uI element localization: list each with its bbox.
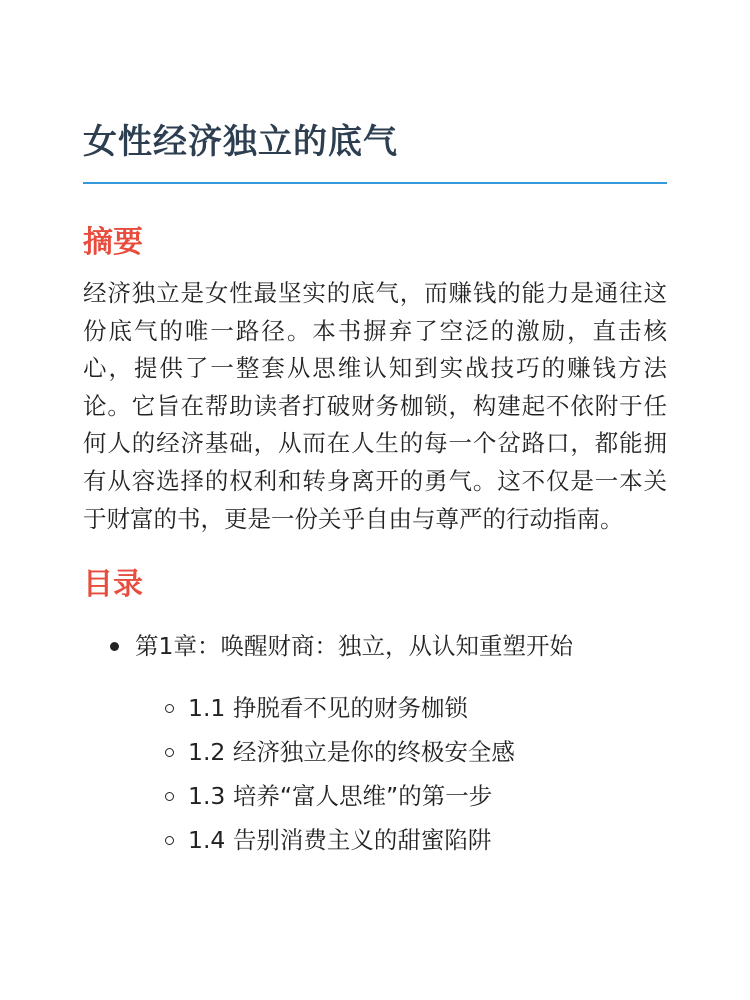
abstract-heading: 摘要 [83, 225, 143, 260]
toc-section-label: 1.4 告别消费主义的甜蜜陷阱 [188, 826, 492, 855]
document-title: 女性经济独立的底气 [83, 122, 398, 162]
title-divider [83, 182, 667, 184]
abstract-text: 经济独立是女性最坚实的底气，而赚钱的能力是通往这份底气的唯一路径。本书摒弃了空泛的激励，直击核心，提供了一整套从思维认知到实战技巧的赚钱方法论。它旨在帮助读者打破财务枷锁，构建起不依附于任何人的经济基础，从而在人生的每一个岔路口，都能拥有从容选择的权利和转身离开的勇气。这不仅是一本关于财富的书，更是一份关乎自由与尊严的行动指南。 [83, 279, 667, 533]
bullet-circle-icon [165, 792, 174, 801]
bullet-circle-icon [165, 836, 174, 845]
toc-section-item [135, 778, 667, 822]
toc-section-list [135, 690, 667, 866]
toc-section-item [135, 822, 667, 866]
toc-section-item [135, 690, 667, 734]
toc-chapter-item [83, 628, 667, 866]
toc-heading: 目录 [83, 567, 143, 603]
toc-section-item [135, 734, 667, 778]
toc-section-label: 1.3 培养“富人思维”的第一步 [188, 782, 493, 811]
bullet-circle-icon [165, 704, 174, 713]
toc-chapter-label: 第1章：唤醒财商：独立，从认知重塑开始 [135, 632, 573, 661]
bullet-disc-icon [110, 642, 119, 651]
toc-section-label: 1.1 挣脱看不见的财务枷锁 [188, 694, 468, 723]
toc-section-label: 1.2 经济独立是你的终极安全感 [188, 738, 515, 767]
toc-chapter-list [83, 628, 667, 866]
bullet-circle-icon [165, 748, 174, 757]
